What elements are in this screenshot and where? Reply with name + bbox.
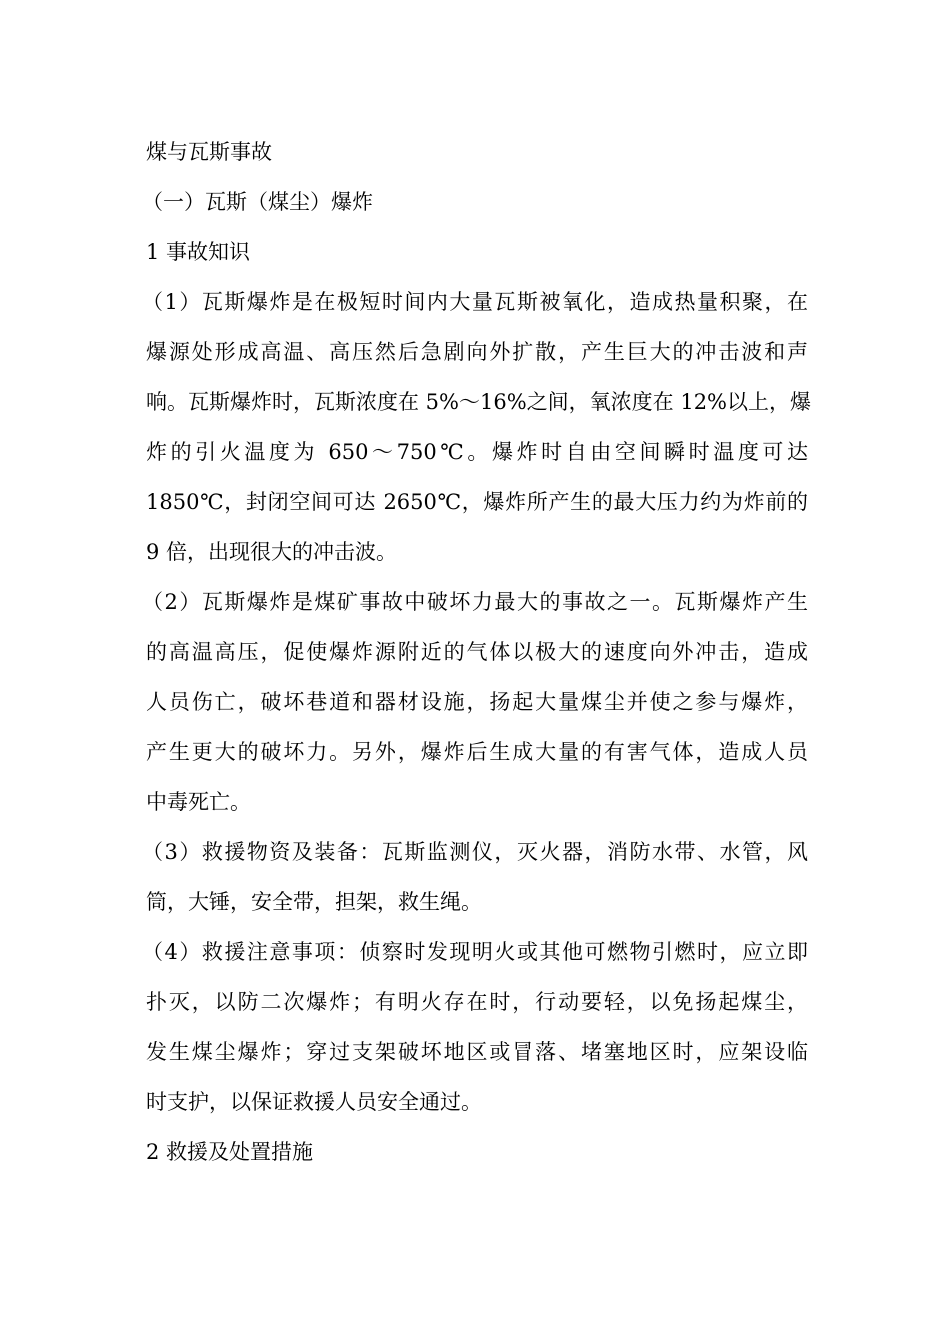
paragraph-line: （3）救援物资及装备：瓦斯监测仪，灭火器，消防水带、水管，风 [142,840,808,864]
paragraph-line: 的高温高压，促使爆炸源附近的气体以极大的速度向外冲击，造成 [146,640,808,664]
subsection-heading-1: 1 事故知识 [146,240,251,264]
paragraph-line: 筒，大锤，安全带，担架，救生绳。 [146,890,482,914]
paragraph-line: （2）瓦斯爆炸是煤矿事故中破坏力最大的事故之一。瓦斯爆炸产生 [142,590,808,614]
paragraph-line: 人员伤亡，破坏巷道和器材设施，扬起大量煤尘并使之参与爆炸， [146,690,808,714]
section-heading: （一）瓦斯（煤尘）爆炸 [142,190,373,214]
paragraph-line: 9 倍，出现很大的冲击波。 [146,540,398,564]
paragraph-line: 响。瓦斯爆炸时，瓦斯浓度在 5%～16%之间，氧浓度在 12%以上，爆 [146,390,812,414]
paragraph-line: 中毒死亡。 [146,790,251,814]
document-body [142,127,812,1177]
paragraph-line: 时支护，以保证救援人员安全通过。 [146,1090,482,1114]
paragraph-line: 发生煤尘爆炸；穿过支架破坏地区或冒落、堵塞地区时，应架设临 [146,1040,808,1064]
paragraph-2 [142,577,808,827]
paragraph-4 [142,927,808,1127]
paragraph-line: 扑灭，以防二次爆炸；有明火存在时，行动要轻，以免扬起煤尘， [146,990,808,1014]
document-title: 煤与瓦斯事故 [146,140,272,164]
paragraph-line: 爆源处形成高温、高压然后急剧向外扩散，产生巨大的冲击波和声 [146,340,808,364]
paragraph-3 [142,827,808,927]
paragraph-line: （1）瓦斯爆炸是在极短时间内大量瓦斯被氧化，造成热量积聚，在 [142,290,808,314]
paragraph-line: （4）救援注意事项：侦察时发现明火或其他可燃物引燃时，应立即 [142,940,808,964]
subsection-heading-2: 2 救援及处置措施 [146,1140,314,1164]
paragraph-line: 产生更大的破坏力。另外，爆炸后生成大量的有害气体，造成人员 [146,740,808,764]
paragraph-line: 炸的引火温度为 650～750℃。爆炸时自由空间瞬时温度可达 [146,440,808,464]
paragraph-1 [142,277,812,577]
paragraph-line: 1850℃，封闭空间可达 2650℃，爆炸所产生的最大压力约为炸前的 [146,490,808,514]
